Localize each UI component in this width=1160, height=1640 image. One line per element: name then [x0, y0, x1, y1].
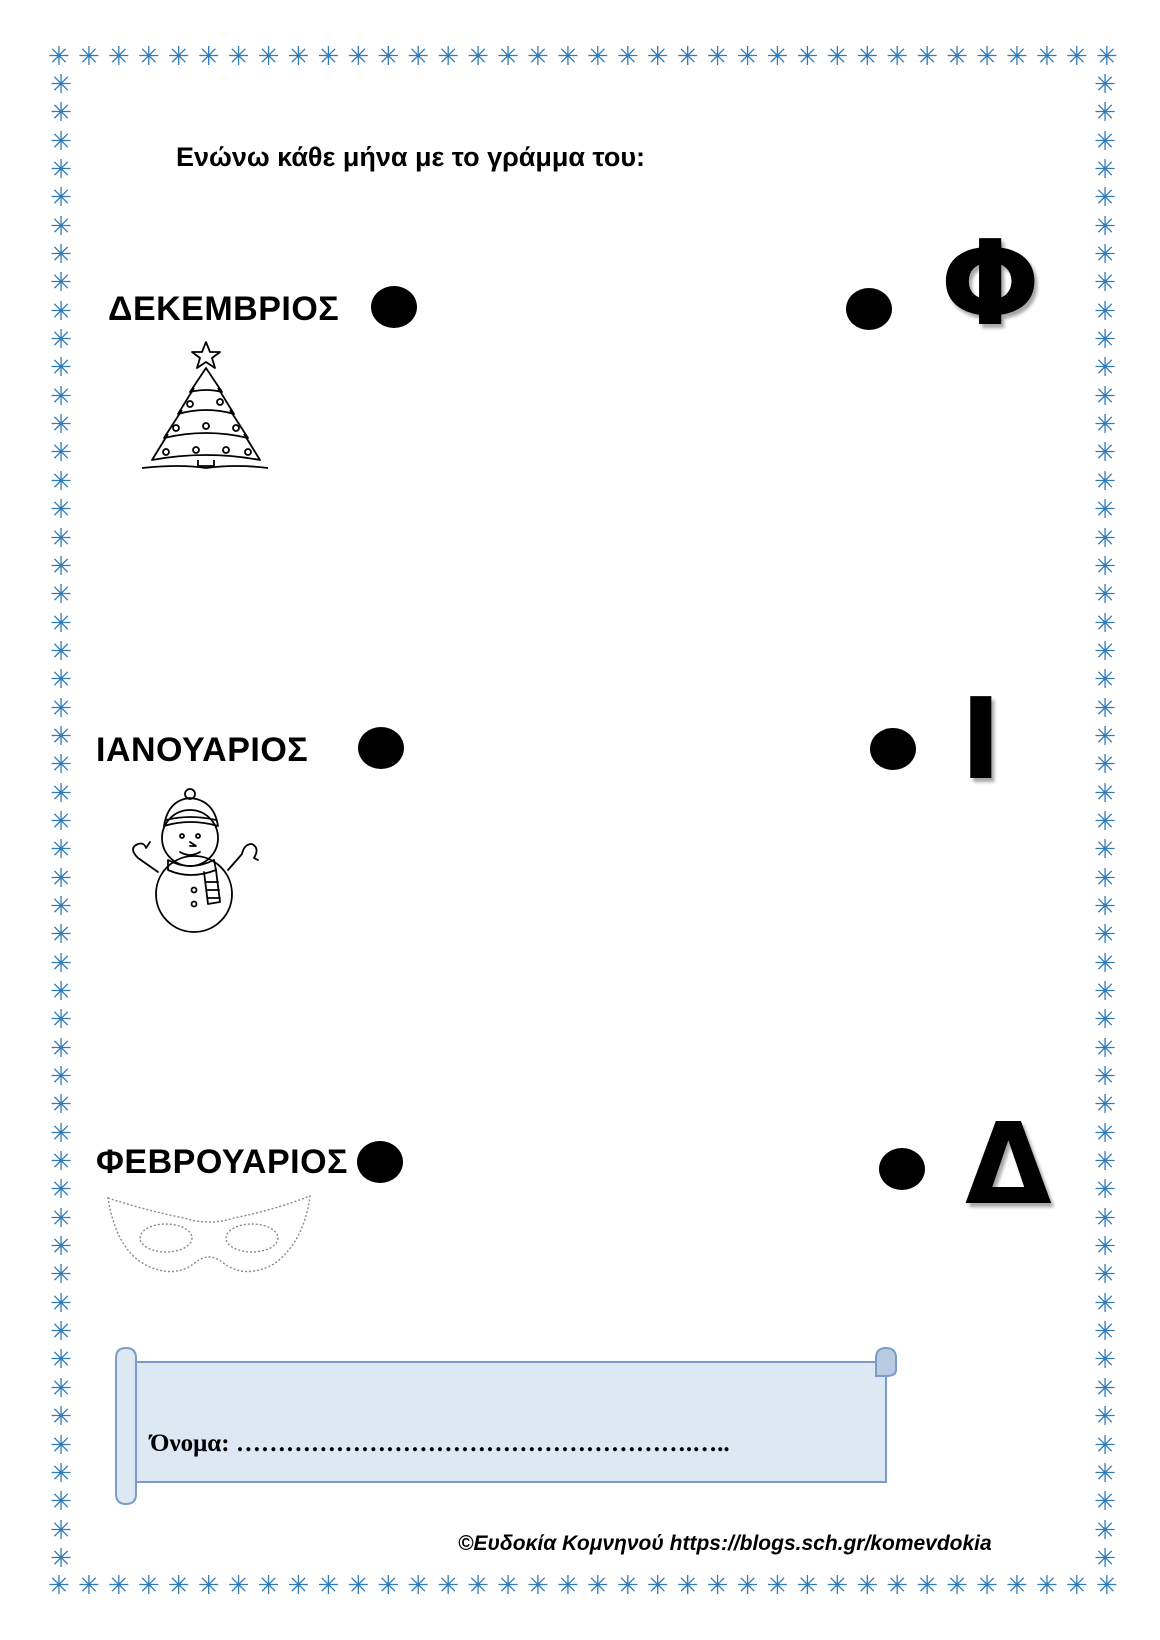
snowflake-icon: ✳ — [916, 1571, 938, 1601]
snowflake-icon: ✳ — [1094, 1458, 1116, 1489]
snowflake-icon: ✳ — [1094, 551, 1116, 582]
right-dot-phi[interactable] — [846, 288, 892, 330]
snowflake-icon: ✳ — [50, 495, 72, 526]
snowflake-icon: ✳ — [107, 42, 130, 72]
snowflake-icon: ✳ — [1094, 1543, 1116, 1574]
snowflake-icon: ✳ — [50, 70, 72, 100]
snowflake-icon: ✳ — [50, 183, 72, 214]
snowflake-icon: ✳ — [736, 1571, 759, 1601]
letter-delta: Δ — [965, 1100, 1052, 1230]
snowflake-icon: ✳ — [317, 1571, 340, 1601]
snowflake-icon: ✳ — [886, 1571, 909, 1601]
snowflake-icon: ✳ — [1094, 1373, 1116, 1404]
snowflake-icon: ✳ — [556, 1571, 579, 1601]
snowflake-icon: ✳ — [736, 42, 759, 72]
snowflake-icon: ✳ — [1094, 98, 1116, 129]
snowflake-icon: ✳ — [77, 42, 100, 72]
snowflake-icon: ✳ — [50, 1458, 72, 1489]
snowflake-icon: ✳ — [556, 42, 579, 72]
snowflake-icon: ✳ — [50, 891, 72, 922]
snowflake-icon: ✳ — [1094, 126, 1116, 157]
snowflake-icon: ✳ — [227, 1571, 250, 1601]
snowflake-icon: ✳ — [50, 750, 72, 781]
snowflake-icon: ✳ — [50, 353, 72, 384]
snowflake-icon: ✳ — [1094, 1033, 1116, 1064]
snowflake-icon: ✳ — [1094, 1260, 1116, 1291]
snowflake-icon: ✳ — [1094, 466, 1116, 497]
border-top — [48, 44, 1118, 74]
snowflake-icon: ✳ — [50, 438, 72, 469]
snowflake-icon: ✳ — [1094, 1147, 1116, 1178]
snowflake-icon: ✳ — [1094, 891, 1116, 922]
snowflake-icon: ✳ — [676, 42, 699, 72]
snowflake-icon: ✳ — [197, 1571, 220, 1601]
snowflake-icon: ✳ — [1094, 438, 1116, 469]
left-dot-december[interactable] — [371, 286, 417, 328]
snowflake-icon: ✳ — [467, 1571, 489, 1601]
snowflake-icon: ✳ — [197, 42, 220, 72]
snowflake-icon: ✳ — [1065, 1571, 1088, 1601]
snowflake-icon: ✳ — [766, 42, 789, 72]
snowflake-icon: ✳ — [1094, 806, 1116, 837]
snowflake-icon: ✳ — [497, 1571, 519, 1601]
snowflake-icon: ✳ — [616, 42, 639, 72]
snowflake-icon: ✳ — [48, 1571, 70, 1601]
month-label-december: ΔΕΚΕΜΒΡΙΟΣ — [108, 290, 340, 328]
snowflake-icon: ✳ — [1094, 636, 1116, 667]
snowflake-icon: ✳ — [1094, 410, 1116, 441]
snowflake-icon: ✳ — [886, 42, 909, 72]
snowflake-icon: ✳ — [437, 1571, 459, 1601]
month-label-february: ΦΕΒΡΟΥΑΡΙΟΣ — [96, 1143, 348, 1181]
snowflake-icon: ✳ — [377, 42, 400, 72]
name-banner — [110, 1346, 900, 1506]
snowflake-icon: ✳ — [257, 1571, 280, 1601]
snowflake-icon: ✳ — [50, 721, 72, 752]
snowflake-icon: ✳ — [616, 1571, 639, 1601]
snowflake-icon: ✳ — [1094, 353, 1116, 384]
snowflake-icon: ✳ — [50, 636, 72, 667]
snowflake-icon: ✳ — [347, 1571, 370, 1601]
snowflake-icon: ✳ — [826, 42, 849, 72]
snowflake-icon: ✳ — [1094, 693, 1116, 724]
snowflake-icon: ✳ — [1094, 211, 1116, 242]
snowflake-icon: ✳ — [50, 948, 72, 979]
snowflake-icon: ✳ — [50, 693, 72, 724]
snowflake-icon: ✳ — [527, 1571, 549, 1601]
snowflake-icon: ✳ — [1094, 1402, 1116, 1433]
snowflake-icon: ✳ — [1094, 835, 1116, 866]
snowflake-icon: ✳ — [50, 98, 72, 129]
snowflake-icon: ✳ — [107, 1571, 130, 1601]
snowflake-icon: ✳ — [50, 1232, 72, 1263]
snowflake-icon: ✳ — [167, 1571, 190, 1601]
snowflake-icon: ✳ — [527, 42, 549, 72]
snowflake-icon: ✳ — [50, 920, 72, 951]
name-field[interactable]: Όνομα: ……………………………………………….….. — [150, 1430, 730, 1457]
snowflake-icon: ✳ — [1094, 523, 1116, 554]
snowflake-icon: ✳ — [1035, 42, 1058, 72]
snowflake-icon: ✳ — [497, 42, 519, 72]
snowflake-icon: ✳ — [50, 1430, 72, 1461]
carnival-mask-icon — [104, 1192, 314, 1284]
snowflake-icon: ✳ — [1094, 1175, 1116, 1206]
snowflake-icon: ✳ — [1094, 1515, 1116, 1546]
snowflake-icon: ✳ — [50, 1345, 72, 1376]
snowflake-icon: ✳ — [796, 42, 819, 72]
copyright-text: ©Ευδοκία Κομνηνού https://blogs.sch.gr/komevdokia — [458, 1532, 992, 1555]
snowflake-icon: ✳ — [50, 1487, 72, 1518]
snowflake-icon: ✳ — [1095, 42, 1118, 72]
snowflake-icon: ✳ — [48, 42, 70, 72]
snowflake-icon: ✳ — [796, 1571, 819, 1601]
snowflake-icon: ✳ — [1094, 381, 1116, 412]
snowflake-icon: ✳ — [50, 665, 72, 696]
snowflake-icon: ✳ — [50, 523, 72, 554]
snowflake-icon: ✳ — [1094, 325, 1116, 356]
snowflake-icon: ✳ — [50, 1033, 72, 1064]
snowflake-icon: ✳ — [1094, 1203, 1116, 1234]
snowflake-icon: ✳ — [1094, 948, 1116, 979]
snowflake-icon: ✳ — [50, 1543, 72, 1574]
snowflake-icon: ✳ — [1094, 1118, 1116, 1149]
snowman-icon — [124, 786, 274, 936]
snowflake-icon: ✳ — [50, 608, 72, 639]
snowflake-icon: ✳ — [1094, 1430, 1116, 1461]
snowflake-icon: ✳ — [227, 42, 250, 72]
border-bottom — [48, 1573, 1118, 1603]
snowflake-icon: ✳ — [1094, 580, 1116, 611]
snowflake-icon: ✳ — [50, 551, 72, 582]
right-dot-delta[interactable] — [879, 1148, 925, 1190]
snowflake-icon: ✳ — [1006, 42, 1028, 72]
snowflake-icon: ✳ — [50, 1515, 72, 1546]
snowflake-icon: ✳ — [586, 1571, 609, 1601]
left-dot-february[interactable] — [357, 1141, 403, 1183]
snowflake-icon: ✳ — [50, 806, 72, 837]
snowflake-icon: ✳ — [50, 410, 72, 441]
snowflake-icon: ✳ — [1035, 1571, 1058, 1601]
snowflake-icon: ✳ — [1094, 1317, 1116, 1348]
snowflake-icon: ✳ — [706, 42, 729, 72]
snowflake-icon: ✳ — [50, 1317, 72, 1348]
border-left — [46, 72, 76, 1572]
snowflake-icon: ✳ — [50, 977, 72, 1007]
snowflake-icon: ✳ — [437, 42, 459, 72]
snowflake-icon: ✳ — [50, 466, 72, 497]
snowflake-icon: ✳ — [586, 42, 609, 72]
snowflake-icon: ✳ — [257, 42, 280, 72]
snowflake-icon: ✳ — [50, 863, 72, 894]
snowflake-icon: ✳ — [50, 1005, 72, 1036]
snowflake-icon: ✳ — [50, 1402, 72, 1433]
left-dot-january[interactable] — [358, 727, 404, 769]
snowflake-icon: ✳ — [1094, 70, 1116, 100]
snowflake-icon: ✳ — [1094, 1062, 1116, 1093]
snowflake-icon: ✳ — [676, 1571, 699, 1601]
snowflake-icon: ✳ — [77, 1571, 100, 1601]
snowflake-icon: ✳ — [976, 42, 998, 72]
snowflake-icon: ✳ — [646, 42, 669, 72]
snowflake-icon: ✳ — [1094, 1487, 1116, 1518]
snowflake-icon: ✳ — [50, 296, 72, 327]
snowflake-icon: ✳ — [826, 1571, 849, 1601]
snowflake-icon: ✳ — [347, 42, 370, 72]
snowflake-icon: ✳ — [50, 1260, 72, 1291]
snowflake-icon: ✳ — [1065, 42, 1088, 72]
instruction-title: Ενώνω κάθε μήνα με το γράμμα του: — [176, 142, 646, 172]
snowflake-icon: ✳ — [1094, 268, 1116, 299]
snowflake-icon: ✳ — [1094, 608, 1116, 639]
snowflake-icon: ✳ — [946, 1571, 968, 1601]
snowflake-icon: ✳ — [50, 1203, 72, 1234]
snowflake-icon: ✳ — [946, 42, 968, 72]
right-dot-iota[interactable] — [870, 728, 916, 770]
snowflake-icon: ✳ — [1095, 1571, 1118, 1601]
snowflake-icon: ✳ — [856, 1571, 879, 1601]
snowflake-icon: ✳ — [1094, 296, 1116, 327]
snowflake-icon: ✳ — [1094, 183, 1116, 214]
snowflake-icon: ✳ — [167, 42, 190, 72]
letter-phi: Φ — [940, 214, 1041, 352]
snowflake-icon: ✳ — [1094, 778, 1116, 809]
snowflake-icon: ✳ — [50, 1147, 72, 1178]
snowflake-icon: ✳ — [50, 580, 72, 611]
snowflake-icon: ✳ — [1094, 1288, 1116, 1319]
snowflake-icon: ✳ — [50, 1090, 72, 1121]
snowflake-icon: ✳ — [377, 1571, 400, 1601]
snowflake-icon: ✳ — [1094, 1345, 1116, 1376]
snowflake-icon: ✳ — [50, 126, 72, 157]
snowflake-icon: ✳ — [1006, 1571, 1028, 1601]
snowflake-icon: ✳ — [50, 211, 72, 242]
snowflake-icon: ✳ — [137, 1571, 160, 1601]
snowflake-icon: ✳ — [1094, 721, 1116, 752]
snowflake-icon: ✳ — [916, 42, 938, 72]
snowflake-icon: ✳ — [766, 1571, 789, 1601]
snowflake-icon: ✳ — [50, 381, 72, 412]
snowflake-icon: ✳ — [50, 778, 72, 809]
snowflake-icon: ✳ — [50, 268, 72, 299]
snowflake-icon: ✳ — [1094, 920, 1116, 951]
snowflake-icon: ✳ — [50, 325, 72, 356]
snowflake-icon: ✳ — [407, 42, 430, 72]
snowflake-icon: ✳ — [50, 240, 72, 271]
snowflake-icon: ✳ — [50, 1373, 72, 1404]
snowflake-icon: ✳ — [856, 42, 879, 72]
snowflake-icon: ✳ — [317, 42, 340, 72]
snowflake-icon: ✳ — [137, 42, 160, 72]
snowflake-icon: ✳ — [467, 42, 489, 72]
snowflake-icon: ✳ — [976, 1571, 998, 1601]
snowflake-icon: ✳ — [1094, 495, 1116, 526]
snowflake-icon: ✳ — [1094, 155, 1116, 186]
snowflake-icon: ✳ — [287, 42, 310, 72]
snowflake-icon: ✳ — [1094, 240, 1116, 271]
snowflake-icon: ✳ — [706, 1571, 729, 1601]
snowflake-icon: ✳ — [1094, 1090, 1116, 1121]
snowflake-icon: ✳ — [1094, 750, 1116, 781]
snowflake-icon: ✳ — [1094, 1232, 1116, 1263]
christmas-tree-icon — [140, 340, 270, 472]
snowflake-icon: ✳ — [1094, 863, 1116, 894]
snowflake-icon: ✳ — [1094, 1005, 1116, 1036]
snowflake-icon: ✳ — [287, 1571, 310, 1601]
letter-iota: Ι — [960, 675, 1002, 805]
snowflake-icon: ✳ — [50, 835, 72, 866]
snowflake-icon: ✳ — [407, 1571, 430, 1601]
snowflake-icon: ✳ — [1094, 665, 1116, 696]
snowflake-icon: ✳ — [646, 1571, 669, 1601]
snowflake-icon: ✳ — [50, 1062, 72, 1093]
snowflake-icon: ✳ — [50, 155, 72, 186]
snowflake-icon: ✳ — [1094, 977, 1116, 1007]
border-right — [1090, 72, 1120, 1572]
snowflake-icon: ✳ — [50, 1288, 72, 1319]
month-label-january: ΙΑΝΟΥΑΡΙΟΣ — [96, 731, 309, 769]
snowflake-icon: ✳ — [50, 1118, 72, 1149]
snowflake-icon: ✳ — [50, 1175, 72, 1206]
